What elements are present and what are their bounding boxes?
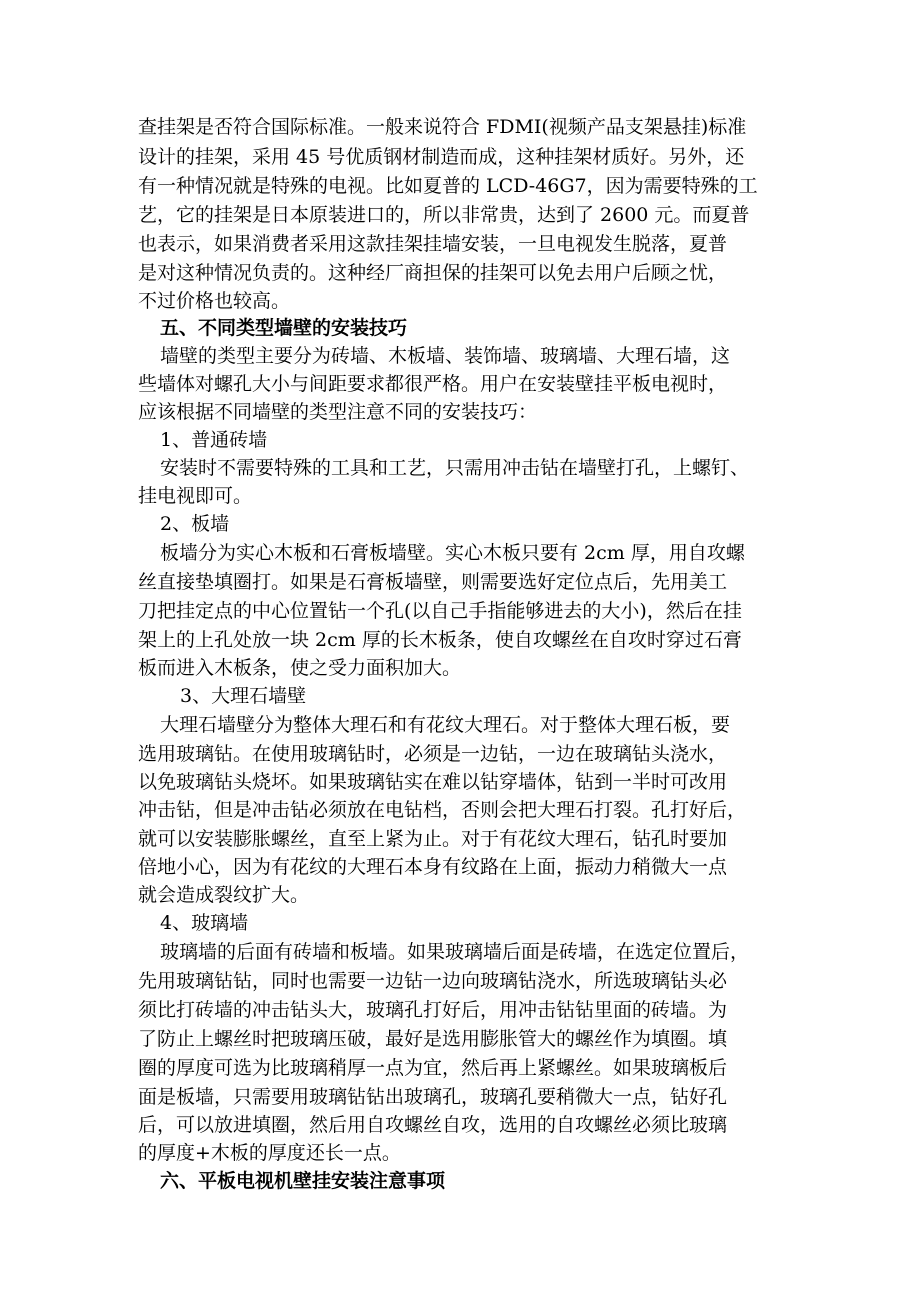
subheading-brick-wall: 1、普通砖墙 — [160, 429, 268, 451]
subheading-glass-wall: 4、玻璃墙 — [160, 912, 249, 934]
paragraph-line: 面是板墙，只需要用玻璃钻钻出玻璃孔，玻璃孔要稍微大一点，钻好孔 — [138, 1086, 728, 1108]
paragraph-line: 大理石墙壁分为整体大理石和有花纹大理石。对于整体大理石板，要 — [160, 714, 731, 736]
paragraph-line: 板而进入木板条，使之受力面积加大。 — [138, 657, 462, 679]
paragraph-line: 后，可以放进填圈，然后用自攻螺丝自攻，选用的自攻螺丝必须比玻璃 — [138, 1114, 728, 1136]
paragraph-line: 艺，它的挂架是日本原装进口的，所以非常贵，达到了 2600 元。而夏普 — [138, 204, 750, 226]
paragraph-line: 查挂架是否符合国际标准。一般来说符合 FDMI(视频产品支架悬挂)标准 — [138, 116, 747, 138]
paragraph-line: 倍地小心，因为有花纹的大理石本身有纹路在上面，振动力稍微大一点 — [138, 856, 728, 878]
paragraph-line: 挂电视即可。 — [138, 485, 253, 507]
paragraph-line: 些墙体对螺孔大小与间距要求都很严格。用户在安装壁挂平板电视时， — [138, 373, 728, 395]
paragraph-line: 就可以安装膨胀螺丝，直至上紧为止。对于有花纹大理石，钻孔时要加 — [138, 828, 728, 850]
paragraph-line: 不过价格也较高。 — [138, 290, 291, 312]
paragraph-line: 就会造成裂纹扩大。 — [138, 884, 310, 906]
paragraph-line: 了防止上螺丝时把玻璃压破，最好是选用膨胀管大的螺丝作为填圈。填 — [138, 1028, 728, 1050]
paragraph-line: 安装时不需要特殊的工具和工艺，只需用冲击钻在墙壁打孔，上螺钉、 — [160, 457, 750, 479]
paragraph-line: 冲击钻，但是冲击钻必须放在电钻档，否则会把大理石打裂。孔打好后， — [138, 799, 747, 821]
paragraph-line: 应该根据不同墙壁的类型注意不同的安装技巧： — [138, 401, 538, 423]
subheading-marble-wall: 3、大理石墙壁 — [180, 685, 307, 707]
subheading-board-wall: 2、板墙 — [160, 513, 230, 535]
paragraph-line: 选用玻璃钻。在使用玻璃钻时，必须是一边钻，一边在玻璃钻头浇水， — [138, 743, 728, 765]
paragraph-line: 须比打砖墙的冲击钻头大，玻璃孔打好后，用冲击钻钻里面的砖墙。为 — [138, 999, 728, 1021]
paragraph-line: 墙壁的类型主要分为砖墙、木板墙、装饰墙、玻璃墙、大理石墙，这 — [160, 345, 731, 367]
paragraph-line: 先用玻璃钻钻，同时也需要一边钻一边向玻璃钻浇水，所选玻璃钻头必 — [138, 970, 728, 992]
paragraph-line: 圈的厚度可选为比玻璃稍厚一点为宜，然后再上紧螺丝。如果玻璃板后 — [138, 1057, 728, 1079]
paragraph-line: 板墙分为实心木板和石膏板墙壁。实心木板只要有 2cm 厚，用自攻螺 — [160, 542, 745, 564]
paragraph-line: 是对这种情况负责的。这种经厂商担保的挂架可以免去用户后顾之忧， — [138, 262, 728, 284]
paragraph-line: 设计的挂架，采用 45 号优质钢材制造而成，这种挂架材质好。另外，还 — [138, 146, 745, 168]
paragraph-line: 以免玻璃钻头烧坏。如果玻璃钻实在难以钻穿墙体，钻到一半时可改用 — [138, 771, 728, 793]
section-heading-6: 六、平板电视机壁挂安装注意事项 — [160, 1170, 446, 1192]
paragraph-line: 的厚度+木板的厚度还长一点。 — [138, 1142, 401, 1164]
paragraph-line: 丝直接垫填圈打。如果是石膏板墙壁，则需要选好定位点后，先用美工 — [138, 571, 728, 593]
paragraph-line: 架上的上孔处放一块 2cm 厚的长木板条，使自攻螺丝在自攻时穿过石膏 — [138, 629, 742, 651]
section-heading-5: 五、不同类型墙壁的安装技巧 — [160, 317, 408, 339]
paragraph-line: 也表示，如果消费者采用这款挂架挂墙安装，一旦电视发生脱落，夏普 — [138, 233, 728, 255]
paragraph-line: 有一种情况就是特殊的电视。比如夏普的 LCD-46G7，因为需要特殊的工 — [138, 175, 758, 197]
paragraph-line: 刀把挂定点的中心位置钻一个孔(以自己手指能够进去的大小)，然后在挂 — [138, 600, 742, 622]
paragraph-line: 玻璃墙的后面有砖墙和板墙。如果玻璃墙后面是砖墙，在选定位置后， — [160, 941, 750, 963]
